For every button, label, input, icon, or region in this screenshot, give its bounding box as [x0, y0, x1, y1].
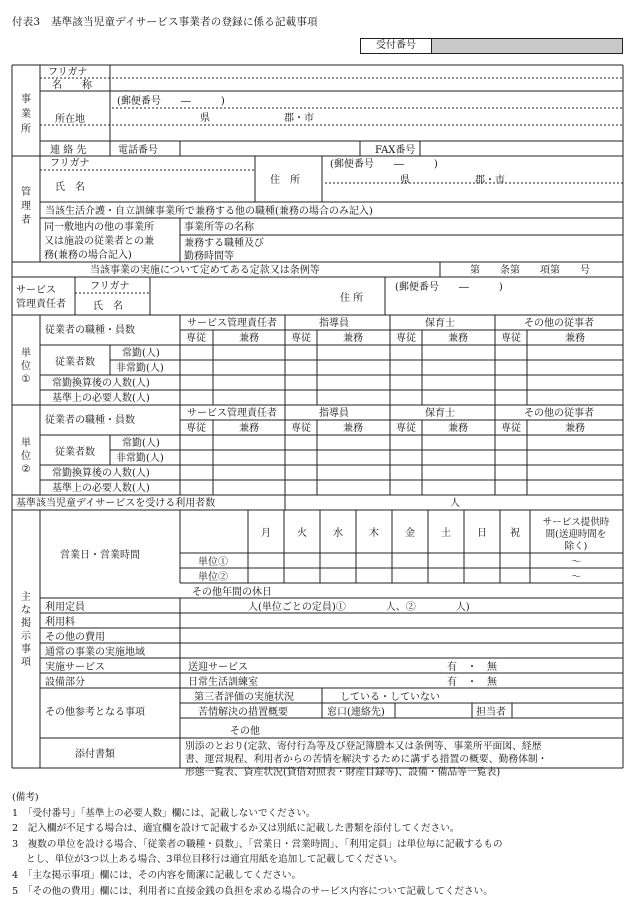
note-3: 3 複数の単位を設ける場合、「従業者の職種・員数」、「営業日・営業時間」、「利用定員」は単位毎に記載するもの — [12, 838, 503, 850]
other-reference-label: その他参考となる事項 — [45, 707, 145, 718]
unit-role-label: その他の従事者 — [524, 318, 594, 329]
day-of-week-label: 水 — [333, 528, 343, 539]
note-4: 4 「主な掲示事項」欄には、その内容を簡潔に記載してください。 — [12, 869, 302, 881]
notes-header: (備考) — [12, 792, 39, 803]
manager-section-label: 理 — [21, 201, 31, 212]
other-fee-label: その他の費用 — [45, 632, 105, 643]
office-name-label: 名 称 — [52, 80, 92, 91]
office-section-label: 所 — [21, 124, 31, 135]
attachments-text: 形態一覧表、資産状況(貸借対照表・財産目録等)、設備・備品等一覧表) — [185, 767, 501, 778]
training-room-label: 日常生活訓練室 — [188, 677, 258, 688]
main-items-section-label: 掲 — [21, 618, 31, 629]
hours-unit-2-label: 単位② — [198, 572, 228, 583]
unit-label: 位 — [21, 451, 31, 462]
unit-role-label: サービス管理責任者 — [187, 408, 277, 419]
unit-part-time-label: 兼務 — [565, 423, 585, 434]
unit-role-label: 保育士 — [425, 318, 455, 329]
unit-part-time-label: 兼務 — [565, 333, 585, 344]
office-contact-label: 連 絡 先 — [50, 145, 87, 156]
unit-role-label: 指導員 — [319, 408, 349, 419]
manager-section-label: 管 — [21, 187, 31, 198]
unit-label: ① — [21, 374, 31, 385]
unit-part-time-label: 兼務 — [448, 423, 468, 434]
attachments-text: 書、運営規程、利用者からの苦情を解決するために講ずる措置の概要、勤務体制・ — [185, 754, 548, 765]
person-in-charge-label: 担当者 — [476, 707, 506, 718]
main-items-section-label: 事 — [21, 644, 31, 655]
office-fax-label: FAX番号 — [375, 145, 416, 156]
complaint-window-label: 窓口(連絡先) — [327, 707, 385, 718]
service-provided-label: 実施サービス — [45, 662, 105, 673]
articles-label: 当該事業の実施について定めてある定款又は条例等 — [90, 265, 320, 276]
unit-regular-label: 常勤(人) — [122, 348, 160, 359]
office-furigana-label: フリガナ — [48, 67, 88, 78]
note-5: 5 「その他の費用」欄には、利用者に直接金銭の負担を求める場合のサービス内容について記載してください。 — [12, 885, 493, 897]
unit-role-label: サービス管理責任者 — [187, 318, 277, 329]
manager-job-label: 兼務する職種及び — [184, 238, 264, 249]
manager-other-facility-label: 同一敷地内の他の事業所 — [44, 222, 154, 233]
unit-full-time-label: 専従 — [291, 333, 311, 344]
fee-label: 利用料 — [45, 617, 75, 628]
users-count-unit-label: 人 — [450, 498, 460, 509]
capacity-text: 人(単位ごとの定員)① 人、② 人) — [248, 602, 470, 613]
receipt-number-label: 受付番号 — [361, 39, 432, 53]
unit-full-time-label: 専従 — [501, 333, 521, 344]
capacity-label: 利用定員 — [45, 602, 85, 613]
unit-role-label: 指導員 — [319, 318, 349, 329]
attachments-text: 別添のとおり(定款、寄付行為等及び登記簿謄本又は条例等、事業所平面図、経歴 — [185, 741, 542, 752]
service-time-label: 間(送迎時間を — [545, 529, 607, 540]
business-hours-label: 営業日・営業時間 — [60, 550, 140, 561]
manager-job-label: 勤務時間等 — [184, 251, 234, 262]
day-of-week-label: 月 — [261, 528, 271, 539]
main-items-section-label: 項 — [21, 657, 31, 668]
day-of-week-label: 土 — [441, 528, 451, 539]
unit-part-time-label: 兼務 — [343, 423, 363, 434]
manager-furigana-label: フリガナ — [50, 158, 90, 169]
hours-tilde: ～ — [571, 557, 581, 568]
manager-city-label: 郡・市 — [475, 175, 505, 186]
unit-full-time-label: 専従 — [291, 423, 311, 434]
form-title: 付表3 基準該当児童デイサービス事業者の登録に係る記載事項 — [12, 16, 318, 28]
other-label: その他 — [230, 726, 260, 737]
day-of-week-label: 日 — [477, 528, 487, 539]
unit-irregular-label: 非常勤(人) — [116, 363, 164, 374]
unit-staff-count-label: 従業者数 — [55, 357, 95, 368]
service-time-label: サービス提供時 — [542, 517, 610, 528]
unit-regular-label: 常勤(人) — [122, 438, 160, 449]
day-of-week-label: 火 — [297, 528, 307, 539]
unit-staff-header-label: 従業者の職種・員数 — [45, 415, 135, 426]
unit-staff-count-label: 従業者数 — [55, 447, 95, 458]
unit-irregular-label: 非常勤(人) — [116, 453, 164, 464]
unit-required-label: 基準上の必要人数(人) — [52, 483, 150, 494]
service-manager-address-label: 住 所 — [340, 293, 364, 304]
training-room-yes-no: 有 ・ 無 — [447, 677, 497, 688]
note-3-cont: とし、単位が3つ以上ある場合、3単位目移行は適宜用紙を追加して記載してください。 — [26, 854, 403, 866]
unit-full-time-label: 専従 — [186, 333, 206, 344]
main-items-section-label: な — [21, 605, 31, 616]
hours-tilde: ～ — [571, 572, 581, 583]
office-city-label: 郡・市 — [284, 113, 314, 124]
main-items-section-label: 主 — [21, 592, 31, 603]
unit-required-label: 基準上の必要人数(人) — [52, 393, 150, 404]
manager-name-label: 氏 名 — [55, 182, 85, 193]
office-postal-label: (郵便番号 ― ) — [117, 96, 225, 107]
day-of-week-label: 木 — [369, 528, 379, 539]
unit-role-label: 保育士 — [425, 408, 455, 419]
manager-facility-name-label: 事業所等の名称 — [184, 222, 254, 233]
holidays-label: その他年間の休日 — [192, 587, 272, 598]
note-1: 1 「受付番号」「基準上の必要人数」欄には、記載しないでください。 — [12, 807, 316, 819]
unit-full-time-label: 専従 — [396, 423, 416, 434]
main-items-section-label: 示 — [21, 631, 31, 642]
service-time-label: 除く) — [564, 541, 588, 552]
manager-postal-label: (郵便番号 ― ) — [330, 159, 438, 170]
manager-other-facility-label: 又は施設の従業者との兼 — [44, 236, 154, 247]
office-prefecture-label: 県 — [200, 113, 210, 124]
unit-label: 単 — [21, 438, 31, 449]
unit-staff-header-label: 従業者の職種・員数 — [45, 325, 135, 336]
day-of-week-label: 金 — [405, 528, 415, 539]
notes-section — [12, 790, 503, 899]
unit-full-time-label: 専従 — [396, 333, 416, 344]
users-count-label: 基準該当児童デイサービスを受ける利用者数 — [16, 498, 216, 509]
unit-part-time-label: 兼務 — [239, 423, 259, 434]
manager-concurrent-label: 当該生活介護・自立訓練事業所で兼務する他の職種(兼務の場合のみ記入) — [45, 206, 373, 217]
attachments-label: 添付書類 — [75, 749, 115, 760]
unit-part-time-label: 兼務 — [343, 333, 363, 344]
day-of-week-label: 祝 — [510, 528, 520, 539]
unit-fte-label: 常勤換算後の人数(人) — [52, 378, 150, 389]
manager-address-label: 住 所 — [270, 175, 300, 186]
equipment-label: 設備部分 — [45, 677, 85, 688]
transport-service-label: 送迎サービス — [188, 662, 248, 673]
unit-full-time-label: 専従 — [186, 423, 206, 434]
complaint-resolution-label: 苦情解決の措置概要 — [198, 707, 288, 718]
note-2: 2 記入欄が不足する場合は、適宜欄を設けて記載するか又は別紙に記載した書類を添付してください。 — [12, 823, 460, 835]
unit-part-time-label: 兼務 — [239, 333, 259, 344]
manager-section-label: 者 — [21, 215, 31, 226]
service-manager-label: 管理責任者 — [16, 299, 66, 310]
service-manager-furigana-label: フリガナ — [90, 281, 130, 292]
office-section-label: 事 — [21, 94, 31, 105]
hours-unit-1-label: 単位① — [198, 557, 228, 568]
unit-full-time-label: 専従 — [501, 423, 521, 434]
office-section-label: 業 — [21, 109, 31, 120]
unit-fte-label: 常勤換算後の人数(人) — [52, 468, 150, 479]
office-tel-label: 電話番号 — [118, 145, 158, 156]
unit-role-label: その他の従事者 — [524, 408, 594, 419]
service-area-label: 通常の事業の実施地域 — [45, 647, 145, 658]
articles-clause-label: 第 条第 項第 号 — [470, 265, 590, 276]
unit-label: 単 — [21, 348, 31, 359]
unit-label: ② — [21, 464, 31, 475]
service-manager-postal-label: (郵便番号 ― ) — [395, 282, 503, 293]
manager-other-facility-label: 務(兼務の場合記入) — [44, 250, 132, 261]
unit-part-time-label: 兼務 — [448, 333, 468, 344]
office-address-label: 所在地 — [55, 114, 85, 125]
third-party-evaluation-label: 第三者評価の実施状況 — [194, 692, 294, 703]
service-manager-name-label: 氏 名 — [93, 301, 123, 312]
third-party-evaluation-status: している・していない — [340, 692, 440, 703]
unit-label: 位 — [21, 361, 31, 372]
transport-yes-no: 有 ・ 無 — [447, 662, 497, 673]
service-manager-label: サービス — [16, 285, 56, 296]
manager-prefecture-label: 県 — [400, 175, 410, 186]
